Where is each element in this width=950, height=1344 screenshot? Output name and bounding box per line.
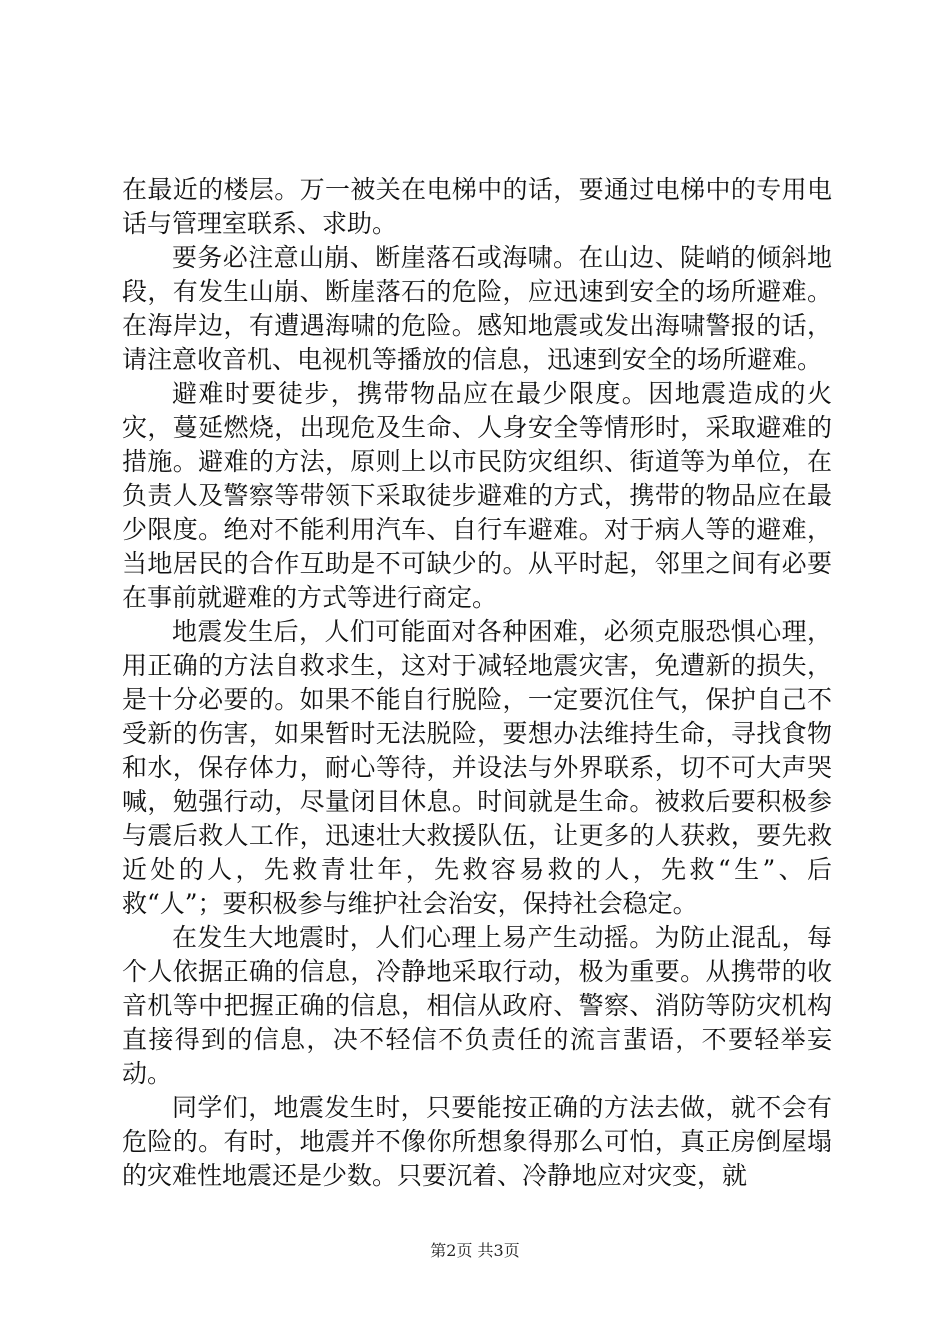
document-body xyxy=(122,173,832,1193)
paragraph-correct-information: 在发生大地震时，人们心理上易产生动摇。为防止混乱，每个人依据正确的信息，冷静地采取行动，极为重要。从携带的收音机等中把握正确的信息，相信从政府、警察、消防等防灾机构直接得到的信息，决不轻信不负责任的流言蜚语，不要轻举妄动。 xyxy=(122,923,832,1088)
paragraph-continuation: 在最近的楼层。万一被关在电梯中的话，要通过电梯中的专用电话与管理室联系、求助。 xyxy=(122,175,832,238)
paragraph-evacuation: 避难时要徒步，携带物品应在最少限度。因地震造成的火灾，蔓延燃烧，出现危及生命、人身安全等情形时，采取避难的措施。避难的方法，原则上以市民防灾组织、街道等为单位，在负责人及警察等带领下采取徒步避难的方式，携带的物品应在最少限度。绝对不能利用汽车、自行车避难。对于病人等的避难，当地居民的合作互助是不可缺少的。从平时起，邻里之间有必要在事前就避难的方式等进行商定。 xyxy=(122,379,832,612)
page-footer: 第2页 共3页 xyxy=(430,1241,520,1260)
paragraph-closing: 同学们，地震发生时，只要能按正确的方法去做，就不会有危险的。有时，地震并不像你所想象得那么可怕，真正房倒屋塌的灾难性地震还是少数。只要沉着、冷静地应对灾变，就 xyxy=(122,1093,832,1190)
paragraph-self-rescue: 地震发生后，人们可能面对各种困难，必须克服恐惧心理，用正确的方法自救求生，这对于减轻地震灾害，免遭新的损失，是十分必要的。如果不能自行脱险，一定要沉住气，保护自己不受新的伤害，如果暂时无法脱险，要想办法维持生命，寻找食物和水，保存体力，耐心等待，并设法与外界联系，切不可大声哭喊，勉强行动，尽量闭目休息。时间就是生命。被救后要积极参与震后救人工作，迅速壮大救援队伍，让更多的人获救，要先救近处的人，先救青壮年，先救容易救的人，先救“生”、后救“人”；要积极参与维护社会治安，保持社会稳定。 xyxy=(122,617,832,918)
paragraph-landslide-tsunami: 要务必注意山崩、断崖落石或海啸。在山边、陡峭的倾斜地段，有发生山崩、断崖落石的危险，应迅速到安全的场所避难。在海岸边，有遭遇海啸的危险。感知地震或发出海啸警报的话，请注意收音机、电视机等播放的信息，迅速到安全的场所避难。 xyxy=(122,243,832,374)
